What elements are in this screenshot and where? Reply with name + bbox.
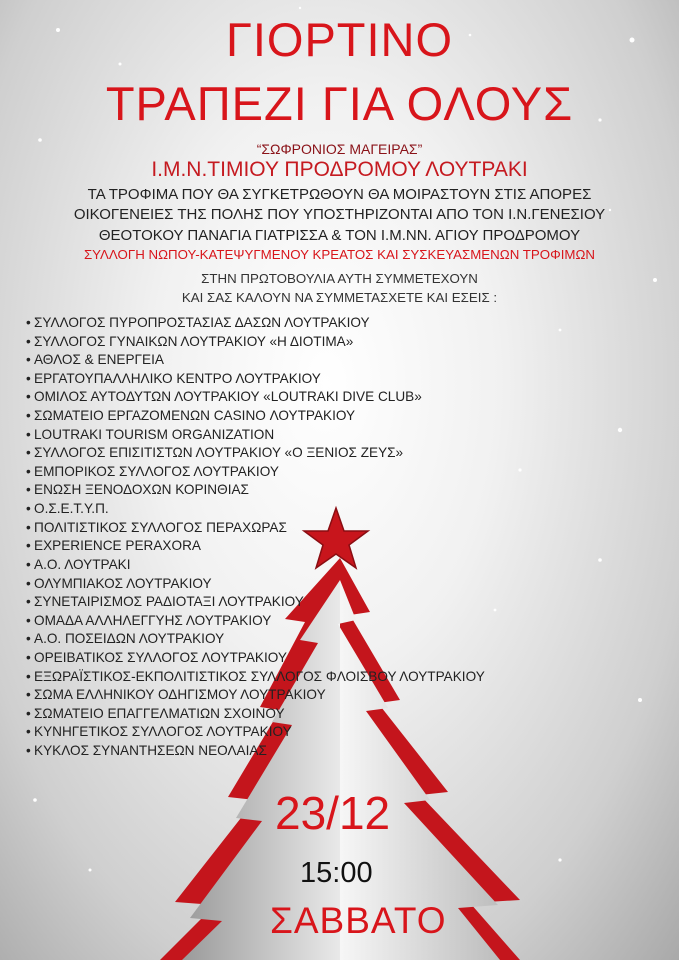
list-item: • EXPERIENCE PERAXORA (26, 537, 485, 556)
description-line-1: ΤΑ ΤΡΟΦΙΜΑ ΠΟΥ ΘΑ ΣΥΓΚΕΤΡΩΘΟΥΝ ΘΑ ΜΟΙΡΑΣΤΟΥΝ ΣΤΙΣ ΑΠΟΡΕΣ (87, 186, 592, 203)
organizer-quote: “ΣΩΦΡΟΝΙΟΣ ΜΑΓΕΙΡΑΣ” (256, 141, 423, 157)
list-item: • ΣΩΜΑΤΕΙΟ ΕΠΑΓΓΕΛΜΑΤΙΩΝ ΣΧΟΙΝΟΥ (26, 705, 485, 724)
event-day: ΣΑΒΒΑΤΟ (270, 900, 447, 941)
list-item: • ΟΛΥΜΠΙΑΚΟΣ ΛΟΥΤΡΑΚΙΟΥ (26, 575, 485, 594)
list-item: • ΣΩΜΑ ΕΛΛΗΝΙΚΟΥ ΟΔΗΓΙΣΜΟΥ ΛΟΥΤΡΑΚΙΟΥ (26, 686, 485, 705)
list-item: • ΟΡΕΙΒΑΤΙΚΟΣ ΣΥΛΛΟΓΟΣ ΛΟΥΤΡΑΚΙΟΥ (26, 649, 485, 668)
list-item: • ΟΜΑΔΑ ΑΛΛΗΛΕΓΓΥΗΣ ΛΟΥΤΡΑΚΙΟΥ (26, 612, 485, 631)
list-item: • Α.Ο. ΛΟΥΤΡΑΚΙ (26, 556, 485, 575)
event-date: 23/12 (275, 787, 391, 839)
list-item: • ΟΜΙΛΟΣ ΑΥΤΟΔΥΤΩΝ ΛΟΥΤΡΑΚΙΟΥ «LOUTRAKI DIVE CLUB» (26, 388, 485, 407)
participants-list (26, 314, 485, 761)
list-item: • ΕΝΩΣΗ ΞΕΝΟΔΟΧΩΝ ΚΟΡΙΝΘΙΑΣ (26, 481, 485, 500)
description-line-3: ΘΕΟΤΟΚΟΥ ΠΑΝΑΓΙΑ ΓΙΑΤΡΙΣΣΑ & ΤΟΝ Ι.Μ.ΝΝ. ΑΓΙΟΥ ΠΡΟΔΡΟΜΟΥ (98, 227, 581, 244)
title-line-1: ΓΙΟΡΤΙΝΟ (225, 13, 454, 66)
list-item: • ΕΞΩΡΑΪΣΤΙΚΟΣ-ΕΚΠΟΛΙΤΙΣΤΙΚΟΣ ΣΥΛΛΟΓΟΣ ΦΛΟΙΣΒΟΥ ΛΟΥΤΡΑΚΙΟΥ (26, 668, 485, 687)
event-time: 15:00 (300, 857, 373, 889)
list-item: • ΚΥΝΗΓΕΤΙΚΟΣ ΣΥΛΛΟΓΟΣ ΛΟΥΤΡΑΚΙΟΥ (26, 723, 485, 742)
church-name: Ι.Μ.Ν.ΤΙΜΙΟΥ ΠΡΟΔΡΟΜΟΥ ΛΟΥΤΡΑΚΙ (151, 158, 528, 181)
list-item: • ΣΥΛΛΟΓΟΣ ΕΠΙΣΙΤΙΣΤΩΝ ΛΟΥΤΡΑΚΙΟΥ «Ο ΞΕΝΙΟΣ ΖΕΥΣ» (26, 444, 485, 463)
participation-line-2: ΚΑΙ ΣΑΣ ΚΑΛΟΥΝ ΝΑ ΣΥΜΜΕΤΑΣΧΕΤΕ ΚΑΙ ΕΣΕΙΣ : (181, 290, 498, 305)
list-item: • LOUTRAKI TOURISM ORGANIZATION (26, 426, 485, 445)
list-item: • Ο.Σ.Ε.Τ.Υ.Π. (26, 500, 485, 519)
list-item: • Α.Ο. ΠΟΣΕΙΔΩΝ ΛΟΥΤΡΑΚΙΟΥ (26, 630, 485, 649)
list-item: • ΣΥΛΛΟΓΟΣ ΓΥΝΑΙΚΩΝ ΛΟΥΤΡΑΚΙΟΥ «Η ΔΙΟΤΙΜΑ» (26, 333, 485, 352)
list-item: • ΣΥΝΕΤΑΙΡΙΣΜΟΣ ΡΑΔΙΟΤΑΞΙ ΛΟΥΤΡΑΚΙΟΥ (26, 593, 485, 612)
list-item: • ΕΡΓΑΤΟΥΠΑΛΛΗΛΙΚΟ ΚΕΝΤΡΟ ΛΟΥΤΡΑΚΙΟΥ (26, 370, 485, 389)
list-item: • ΚΥΚΛΟΣ ΣΥΝΑΝΤΗΣΕΩΝ ΝΕΟΛΑΙΑΣ (26, 742, 485, 761)
list-item: • ΠΟΛΙΤΙΣΤΙΚΟΣ ΣΥΛΛΟΓΟΣ ΠΕΡΑΧΩΡΑΣ (26, 519, 485, 538)
list-item: • ΣΥΛΛΟΓΟΣ ΠΥΡΟΠΡΟΣΤΑΣΙΑΣ ΔΑΣΩΝ ΛΟΥΤΡΑΚΙΟΥ (26, 314, 485, 333)
list-item: • ΑΘΛΟΣ & ΕΝΕΡΓΕΙΑ (26, 351, 485, 370)
title-line-2: ΤΡΑΠΕΖΙ ΓΙΑ ΟΛΟΥΣ (105, 77, 574, 130)
list-item: • ΕΜΠΟΡΙΚΟΣ ΣΥΛΛΟΓΟΣ ΛΟΥΤΡΑΚΙΟΥ (26, 463, 485, 482)
collection-note: ΣΥΛΛΟΓΗ ΝΩΠΟΥ-ΚΑΤΕΨΥΓΜΕΝΟΥ ΚΡΕΑΤΟΣ ΚΑΙ ΣΥΣΚΕΥΑΣΜΕΝΩΝ ΤΡΟΦΙΜΩΝ (83, 247, 596, 262)
participation-line-1: ΣΤΗΝ ΠΡΩΤΟΒΟΥΛΙΑ ΑΥΤΗ ΣΥΜΜΕΤΕΧΟΥΝ (201, 271, 478, 286)
list-item: • ΣΩΜΑΤΕΙΟ ΕΡΓΑΖΟΜΕΝΩΝ CASINO ΛΟΥΤΡΑΚΙΟΥ (26, 407, 485, 426)
description-line-2: ΟΙΚΟΓΕΝΕΙΕΣ ΤΗΣ ΠΟΛΗΣ ΠΟΥ ΥΠΟΣΤΗΡΙΖΟΝΤΑΙ ΑΠΟ ΤΟΝ Ι.Ν.ΓΕΝΕΣΙΟΥ (73, 206, 606, 223)
